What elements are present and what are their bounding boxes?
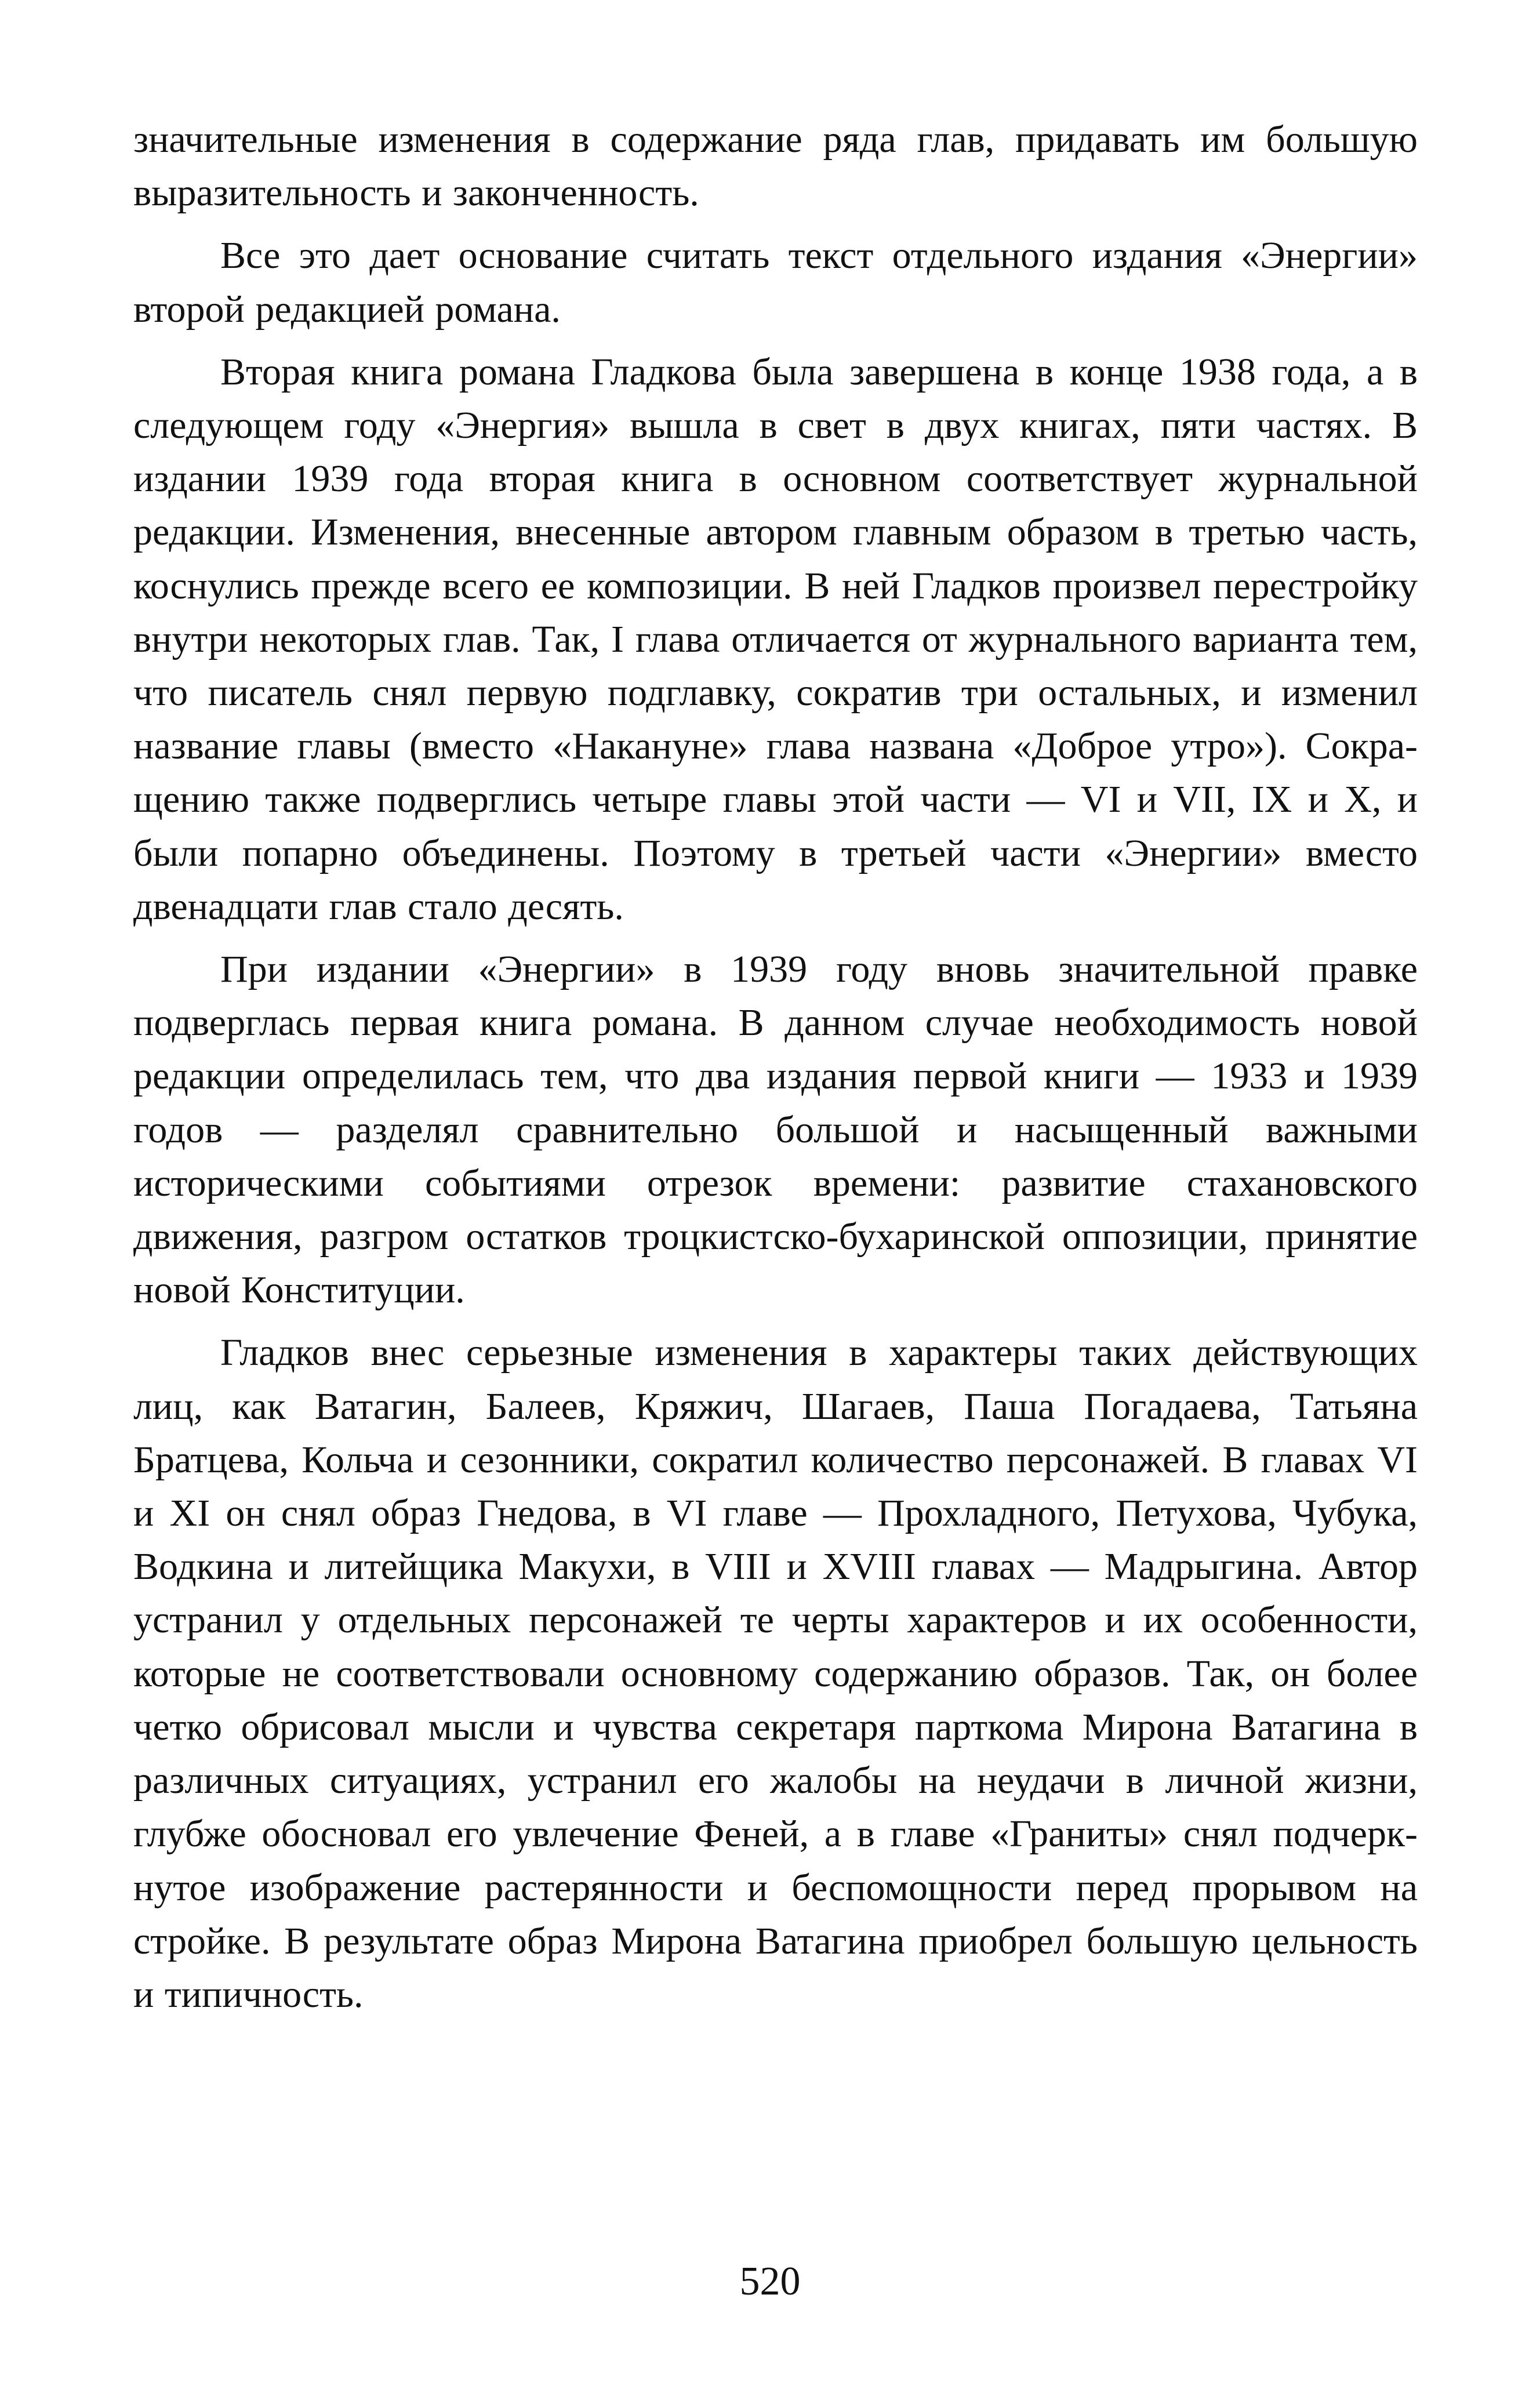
paragraph-4: При издании «Энергии» в 1939 году вновь значительной правке подверглась первая книга романа. В данном случае необходимость новой редакции определилась тем, что два издания первой книги — 1933 и 1939 годов — разделял сравнительно большой и насыщенный важными историческими событиями отрезок времени: развитие стахановского движения, разгром остатков троцкистско-бухаринской оппозиции, принятие новой Конституции. — [133, 948, 1418, 1312]
paragraph-5: Гладков внес серьезные изменения в характеры таких действующих лиц, как Ватагин, Балеев, Кряжич, Шагаев, Паша Погадаева, Татьяна Братцева, Кольча и сезонники, сократил количество персонажей. В главах VI и XI он снял образ Гнедова, в VI главе — Прохладного, Петухова, Чубука, Водкина и литейщика Макухи, в VIII и XVIII главах — Мадрыгина. Автор устранил у отдельных персонажей те черты характеров и их особенности, которые не соответствовали основному содержанию образов. Так, он более четко обрисовал мысли и чувства секретаря парткома Мирона Ватагина в различных ситуациях, устранил его жалобы на неудачи в личной жизни, глубже обосновал его увлечение Феней, а в главе «Граниты» снял подчеркнутое изображение растерянности и беспомощности перед прорывом на стройке. В результате образ Мирона Ватагина приобрел большую цельность и типичность. — [133, 1331, 1418, 2016]
page-number: 520 — [739, 2259, 801, 2304]
page-body — [133, 113, 1418, 2021]
paragraph-3: Вторая книга романа Гладкова была завершена в конце 1938 года, а в следующем году «Энергия» вышла в свет в двух книгах, пяти частях. В издании 1939 года вторая книга в основном соответствует журнальной редакции. Изменения, внесенные автором главным образом в третью часть, коснулись прежде всего ее композиции. В ней Гладков произвел перестройку внутри некоторых глав. Так, I глава отличается от журнального варианта тем, что писатель снял первую подглавку, сократив три остальных, и изменил название главы (вместо «Накануне» глава названа «Доброе утро»). Сокращению также подверглись четыре главы этой части — VI и VII, IX и X, и были попарно объединены. Поэтому в третьей части «Энергии» вместо двенадцати глав стало десять. — [133, 350, 1418, 928]
paragraph-2: Все это дает основание считать текст отдельного издания «Энергии» второй редакцией романа. — [133, 234, 1418, 331]
paragraph-1: значительные изменения в содержание ряда глав, придавать им большую выразительность и законченность. — [133, 118, 1418, 215]
